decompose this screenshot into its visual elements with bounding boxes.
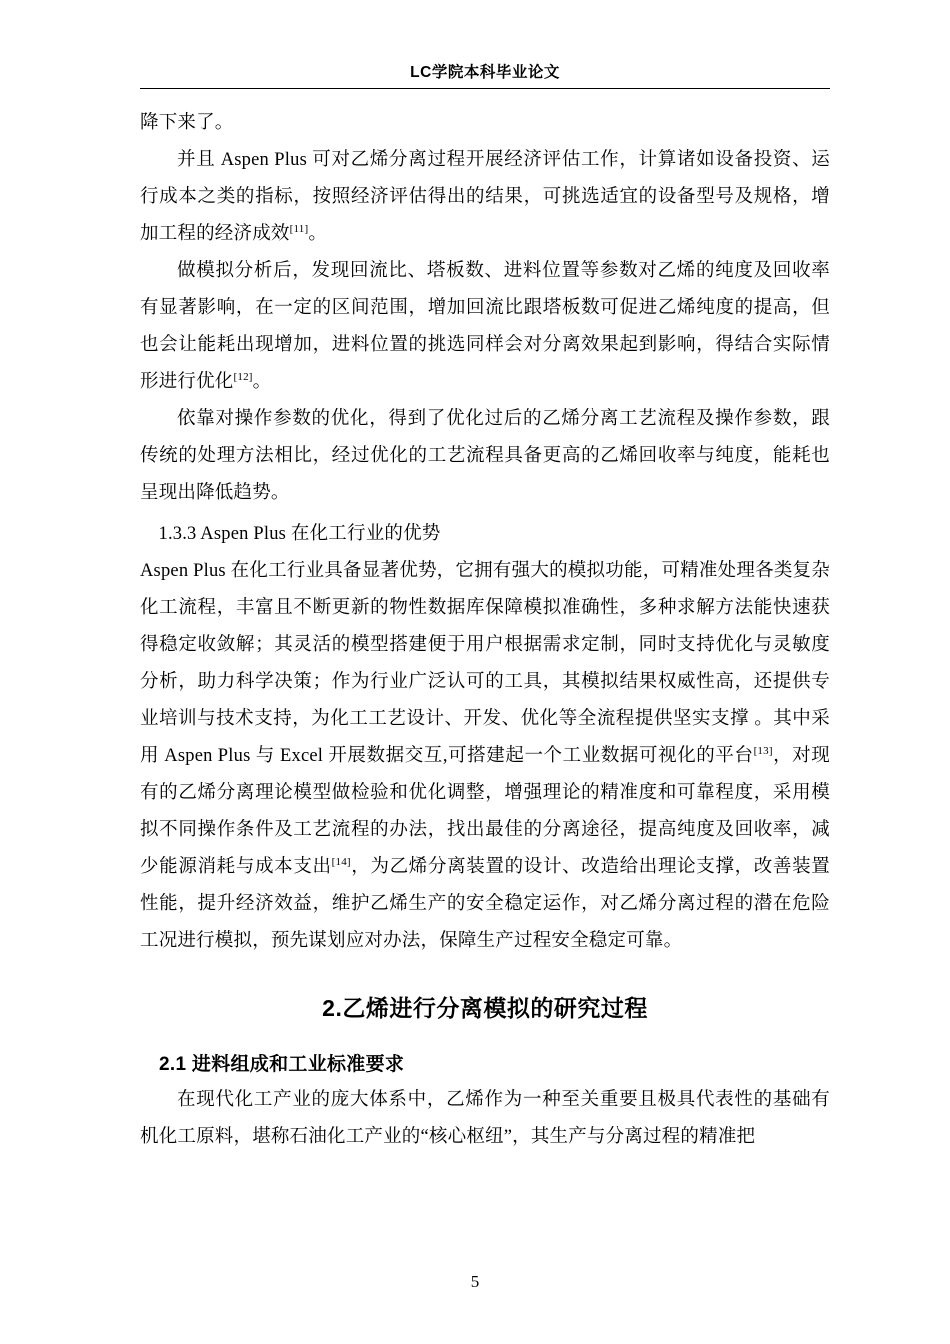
header-divider xyxy=(140,88,830,89)
paragraph-6: 在现代化工产业的庞大体系中，乙烯作为一种至关重要且极具代表性的基础有机化工原料，堪称石油化工产业的“核心枢纽”，其生产与分离过程的精准把 xyxy=(140,1090,830,1147)
subsection-heading: 1.3.3 Aspen Plus 在化工行业的优势 xyxy=(158,524,441,544)
citation-ref-13: [13] xyxy=(753,744,773,757)
paragraph-3 xyxy=(140,253,830,401)
paragraph-2 xyxy=(140,142,830,253)
page-number: 5 xyxy=(470,1272,480,1291)
paragraph-1 xyxy=(140,105,830,142)
page-content xyxy=(140,60,830,1156)
paragraph-5-part1: Aspen Plus 在化工行业具备显著优势，它拥有强大的模拟功能，可精准处理各类复杂化工流程，丰富且不断更新的物性数据库保障模拟准确性，多种求解方法能快速获得稳定收敛解；其灵活的模型搭建便于用户根据需求定制，同时支持优化与灵敏度分析，助力科学决策；作为行业广泛认可的工具，其模拟结果权威性高，还提供专业培训与技术支持，为化工工艺设计、开发、优化等全流程提供坚实支撑 。其中采用 Aspen Plus 与 Excel 开展数据交互,可搭建起一个工业数据可视化的平台 xyxy=(140,561,830,766)
paragraph-5-part2: ，对现有的乙烯分离理论模型做检验和优化调整，增强理论的精准度和可靠程度，采用模拟不同操作条件及工艺流程的办法，找出最佳的分离途径，提高纯度及回收率，减少能源消耗与成本支出 xyxy=(140,746,830,877)
paragraph-5-part3: ，为乙烯分离装置的设计、改造给出理论支撑，改善装置性能，提升经济效益，维护乙烯生产的安全稳定运作，对乙烯分离过程的潜在危险工况进行模拟，预先谋划应对办法，保障生产过程安全稳定可靠。 xyxy=(140,857,830,951)
section-heading: 2.1 进料组成和工业标准要求 xyxy=(159,1054,405,1075)
paragraph-2-text: 并且 Aspen Plus 可对乙烯分离过程开展经济评估工作，计算诸如设备投资、运行成本之类的指标，按照经济评估得出的结果，可挑选适宜的设备型号及规格，增加工程的经济成效 xyxy=(140,150,830,244)
citation-ref-14: [14] xyxy=(331,855,351,868)
paragraph-5 xyxy=(140,553,830,960)
paragraph-3-text: 做模拟分析后，发现回流比、塔板数、进料位置等参数对乙烯的纯度及回收率有显著影响，在一定的区间范围，增加回流比跟塔板数可促进乙烯纯度的提高，但也会让能耗出现增加，进料位置的挑选同样会对分离效果起到影响，得结合实际情形进行优化 xyxy=(140,261,830,392)
paragraph-4-text: 依靠对操作参数的优化，得到了优化过后的乙烯分离工艺流程及操作参数，跟传统的处理方法相比，经过优化的工艺流程具备更高的乙烯回收率与纯度，能耗也呈现出降低趋势。 xyxy=(140,409,830,503)
citation-ref-12: [12] xyxy=(233,370,253,383)
paragraph-2-tail: 。 xyxy=(308,224,328,244)
citation-ref-11: [11] xyxy=(289,222,309,235)
paragraph-3-tail: 。 xyxy=(252,372,272,392)
page-header-title: LC学院本科毕业论文 xyxy=(410,64,560,81)
chapter-heading: 2.乙烯进行分离模拟的研究过程 xyxy=(322,995,648,1021)
paragraph-4 xyxy=(140,401,830,512)
paragraph-1-text: 降下来了。 xyxy=(140,113,234,133)
